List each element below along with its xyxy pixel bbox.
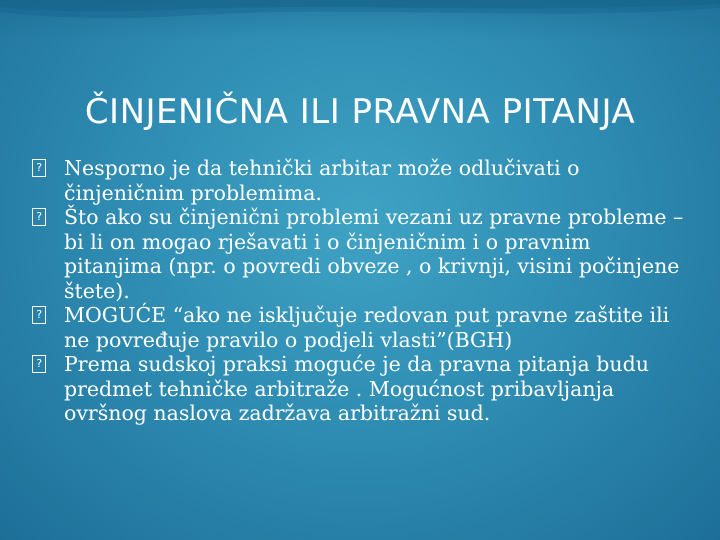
missing-glyph-icon xyxy=(32,355,46,373)
bullet-list xyxy=(30,156,690,426)
bullet-text: Prema sudskoj praksi moguće je da pravna pitanja budu predmet tehničke arbitraže . Mogućnost pribavljanja ovršnog naslova zadržava arbitražni sud. xyxy=(64,352,649,425)
bullet-item xyxy=(30,303,690,352)
bullet-text: Što ako su činjenični problemi vezani uz pravne probleme – bi li on mogao rješavati i o činjeničnim i o pravnim pitanjima (npr. o povredi obveze , o krivnji, visini počinjene štete). xyxy=(64,205,684,303)
bullet-item xyxy=(30,205,690,303)
missing-glyph-icon xyxy=(32,208,46,226)
bullet-text: MOGUĆE “ako ne isključuje redovan put pravne zaštite ili ne povređuje pravilo o podjeli vlasti”(BGH) xyxy=(64,303,670,352)
top-wave-decoration xyxy=(0,0,720,26)
missing-glyph-icon xyxy=(32,306,46,324)
missing-glyph-icon xyxy=(32,159,46,177)
bullet-item xyxy=(30,352,690,426)
bullet-text: Nesporno je da tehnički arbitar može odlučivati o činjeničnim problemima. xyxy=(64,156,580,205)
bullet-item xyxy=(30,156,690,205)
slide-title: ČINJENIČNA ILI PRAVNA PITANJA xyxy=(84,92,636,132)
